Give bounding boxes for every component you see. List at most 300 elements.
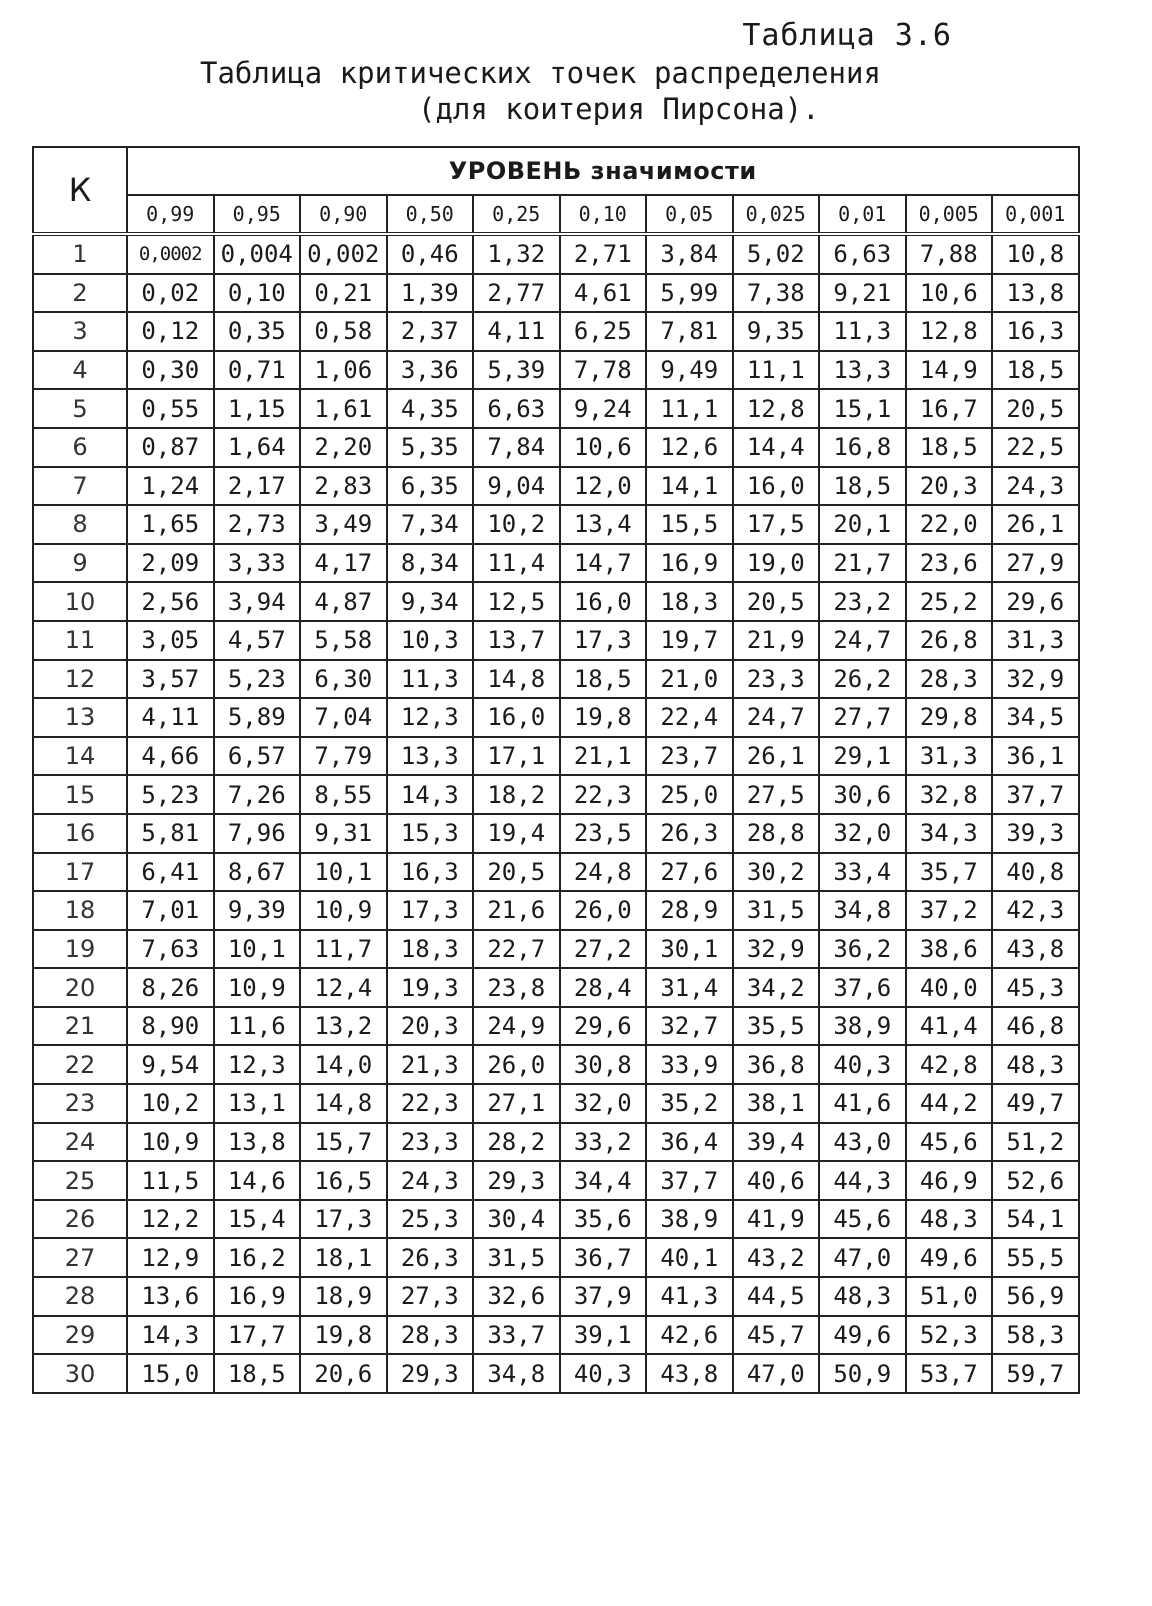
table-row xyxy=(33,1045,1079,1084)
value-cell: 5,81 xyxy=(127,814,214,853)
value-cell: 1,65 xyxy=(127,505,214,544)
value-cell: 36,2 xyxy=(819,930,906,969)
table-row xyxy=(33,1238,1079,1277)
level-header: 0,025 xyxy=(733,195,820,234)
critical-points-table xyxy=(32,146,1080,1394)
value-cell: 8,90 xyxy=(127,1007,214,1046)
value-cell: 9,24 xyxy=(560,389,647,428)
value-cell: 11,5 xyxy=(127,1161,214,1200)
value-cell: 7,79 xyxy=(300,737,387,776)
table-row xyxy=(33,505,1079,544)
value-cell: 24,3 xyxy=(992,467,1079,506)
value-cell: 45,6 xyxy=(819,1200,906,1239)
k-cell: 26 xyxy=(33,1200,127,1239)
value-cell: 28,3 xyxy=(906,660,993,699)
value-cell: 11,1 xyxy=(733,351,820,390)
value-cell: 45,7 xyxy=(733,1316,820,1355)
value-cell: 31,3 xyxy=(992,621,1079,660)
value-cell: 2,83 xyxy=(300,467,387,506)
value-cell: 13,2 xyxy=(300,1007,387,1046)
value-cell: 2,20 xyxy=(300,428,387,467)
value-cell: 14,7 xyxy=(560,544,647,583)
value-cell: 14,3 xyxy=(127,1316,214,1355)
value-cell: 48,3 xyxy=(906,1200,993,1239)
table-subtitle: (для коитерия Пирсона). xyxy=(418,92,820,126)
value-cell: 12,3 xyxy=(387,698,474,737)
value-cell: 0,30 xyxy=(127,351,214,390)
value-cell: 36,4 xyxy=(646,1123,733,1162)
value-cell: 40,3 xyxy=(819,1045,906,1084)
value-cell: 2,77 xyxy=(473,274,560,313)
table-row xyxy=(33,1316,1079,1355)
value-cell: 10,1 xyxy=(214,930,301,969)
value-cell: 46,8 xyxy=(992,1007,1079,1046)
value-cell: 0,0002 xyxy=(127,234,214,274)
level-header: 0,01 xyxy=(819,195,906,234)
table-row xyxy=(33,351,1079,390)
level-header: 0,005 xyxy=(906,195,993,234)
k-cell: 24 xyxy=(33,1123,127,1162)
value-cell: 19,3 xyxy=(387,968,474,1007)
value-cell: 16,0 xyxy=(733,467,820,506)
value-cell: 15,0 xyxy=(127,1354,214,1393)
value-cell: 3,36 xyxy=(387,351,474,390)
level-header: 0,99 xyxy=(127,195,214,234)
value-cell: 42,3 xyxy=(992,891,1079,930)
k-cell: 5 xyxy=(33,389,127,428)
value-cell: 18,3 xyxy=(646,582,733,621)
value-cell: 14,9 xyxy=(906,351,993,390)
value-cell: 1,15 xyxy=(214,389,301,428)
value-cell: 5,89 xyxy=(214,698,301,737)
value-cell: 14,0 xyxy=(300,1045,387,1084)
value-cell: 53,7 xyxy=(906,1354,993,1393)
table-row xyxy=(33,1161,1079,1200)
value-cell: 13,1 xyxy=(214,1084,301,1123)
table-row xyxy=(33,737,1079,776)
value-cell: 8,67 xyxy=(214,853,301,892)
value-cell: 52,3 xyxy=(906,1316,993,1355)
k-cell: 15 xyxy=(33,775,127,814)
value-cell: 37,9 xyxy=(560,1277,647,1316)
value-cell: 3,33 xyxy=(214,544,301,583)
value-cell: 44,5 xyxy=(733,1277,820,1316)
value-cell: 29,3 xyxy=(473,1161,560,1200)
value-cell: 4,11 xyxy=(127,698,214,737)
level-header: 0,90 xyxy=(300,195,387,234)
value-cell: 49,6 xyxy=(906,1238,993,1277)
value-cell: 10,9 xyxy=(127,1123,214,1162)
value-cell: 23,2 xyxy=(819,582,906,621)
value-cell: 34,2 xyxy=(733,968,820,1007)
value-cell: 9,39 xyxy=(214,891,301,930)
value-cell: 18,5 xyxy=(819,467,906,506)
value-cell: 39,1 xyxy=(560,1316,647,1355)
level-header: 0,95 xyxy=(214,195,301,234)
value-cell: 12,9 xyxy=(127,1238,214,1277)
value-cell: 21,0 xyxy=(646,660,733,699)
value-cell: 5,35 xyxy=(387,428,474,467)
value-cell: 38,9 xyxy=(646,1200,733,1239)
value-cell: 14,8 xyxy=(300,1084,387,1123)
value-cell: 32,0 xyxy=(560,1084,647,1123)
value-cell: 0,55 xyxy=(127,389,214,428)
value-cell: 42,6 xyxy=(646,1316,733,1355)
value-cell: 29,3 xyxy=(387,1354,474,1393)
value-cell: 18,5 xyxy=(992,351,1079,390)
table-row xyxy=(33,775,1079,814)
value-cell: 7,01 xyxy=(127,891,214,930)
table-row xyxy=(33,814,1079,853)
value-cell: 33,2 xyxy=(560,1123,647,1162)
value-cell: 11,3 xyxy=(819,312,906,351)
value-cell: 7,81 xyxy=(646,312,733,351)
value-cell: 0,10 xyxy=(214,274,301,313)
value-cell: 54,1 xyxy=(992,1200,1079,1239)
value-cell: 16,7 xyxy=(906,389,993,428)
value-cell: 44,2 xyxy=(906,1084,993,1123)
value-cell: 5,02 xyxy=(733,234,820,274)
value-cell: 37,2 xyxy=(906,891,993,930)
k-cell: 4 xyxy=(33,351,127,390)
value-cell: 12,3 xyxy=(214,1045,301,1084)
value-cell: 38,1 xyxy=(733,1084,820,1123)
value-cell: 6,41 xyxy=(127,853,214,892)
k-cell: 23 xyxy=(33,1084,127,1123)
value-cell: 12,4 xyxy=(300,968,387,1007)
value-cell: 9,54 xyxy=(127,1045,214,1084)
table-row xyxy=(33,660,1079,699)
value-cell: 17,7 xyxy=(214,1316,301,1355)
value-cell: 51,2 xyxy=(992,1123,1079,1162)
value-cell: 12,2 xyxy=(127,1200,214,1239)
significance-level-header: УРОВЕНЬ значимости xyxy=(127,147,1079,195)
value-cell: 17,1 xyxy=(473,737,560,776)
value-cell: 34,8 xyxy=(473,1354,560,1393)
value-cell: 34,3 xyxy=(906,814,993,853)
value-cell: 5,58 xyxy=(300,621,387,660)
value-cell: 17,3 xyxy=(560,621,647,660)
value-cell: 37,6 xyxy=(819,968,906,1007)
value-cell: 5,39 xyxy=(473,351,560,390)
table-row xyxy=(33,467,1079,506)
k-cell: 10 xyxy=(33,582,127,621)
value-cell: 14,6 xyxy=(214,1161,301,1200)
level-header: 0,001 xyxy=(992,195,1079,234)
value-cell: 14,1 xyxy=(646,467,733,506)
value-cell: 15,4 xyxy=(214,1200,301,1239)
value-cell: 27,2 xyxy=(560,930,647,969)
value-cell: 26,1 xyxy=(992,505,1079,544)
levels-row xyxy=(33,195,1079,234)
table-row xyxy=(33,968,1079,1007)
value-cell: 23,5 xyxy=(560,814,647,853)
value-cell: 10,9 xyxy=(214,968,301,1007)
value-cell: 26,2 xyxy=(819,660,906,699)
k-cell: 1 xyxy=(33,234,127,274)
value-cell: 16,5 xyxy=(300,1161,387,1200)
value-cell: 46,9 xyxy=(906,1161,993,1200)
value-cell: 6,25 xyxy=(560,312,647,351)
value-cell: 13,8 xyxy=(992,274,1079,313)
value-cell: 39,3 xyxy=(992,814,1079,853)
value-cell: 43,8 xyxy=(992,930,1079,969)
value-cell: 55,5 xyxy=(992,1238,1079,1277)
table-body xyxy=(33,234,1079,1393)
value-cell: 4,35 xyxy=(387,389,474,428)
value-cell: 16,3 xyxy=(387,853,474,892)
value-cell: 27,3 xyxy=(387,1277,474,1316)
value-cell: 20,1 xyxy=(819,505,906,544)
value-cell: 39,4 xyxy=(733,1123,820,1162)
table-row xyxy=(33,1200,1079,1239)
value-cell: 22,3 xyxy=(387,1084,474,1123)
value-cell: 26,8 xyxy=(906,621,993,660)
value-cell: 3,57 xyxy=(127,660,214,699)
value-cell: 35,5 xyxy=(733,1007,820,1046)
value-cell: 47,0 xyxy=(819,1238,906,1277)
value-cell: 35,2 xyxy=(646,1084,733,1123)
value-cell: 20,6 xyxy=(300,1354,387,1393)
critical-points-table-wrap xyxy=(32,146,1080,1394)
table-row xyxy=(33,1007,1079,1046)
value-cell: 4,57 xyxy=(214,621,301,660)
value-cell: 32,6 xyxy=(473,1277,560,1316)
k-cell: 6 xyxy=(33,428,127,467)
value-cell: 22,5 xyxy=(992,428,1079,467)
value-cell: 3,84 xyxy=(646,234,733,274)
value-cell: 18,5 xyxy=(560,660,647,699)
value-cell: 0,21 xyxy=(300,274,387,313)
value-cell: 1,61 xyxy=(300,389,387,428)
value-cell: 19,8 xyxy=(300,1316,387,1355)
value-cell: 9,04 xyxy=(473,467,560,506)
value-cell: 29,6 xyxy=(992,582,1079,621)
value-cell: 20,5 xyxy=(992,389,1079,428)
value-cell: 32,9 xyxy=(733,930,820,969)
table-row xyxy=(33,389,1079,428)
value-cell: 31,4 xyxy=(646,968,733,1007)
k-cell: 19 xyxy=(33,930,127,969)
value-cell: 47,0 xyxy=(733,1354,820,1393)
value-cell: 42,8 xyxy=(906,1045,993,1084)
value-cell: 4,61 xyxy=(560,274,647,313)
value-cell: 10,1 xyxy=(300,853,387,892)
k-cell: 16 xyxy=(33,814,127,853)
value-cell: 1,24 xyxy=(127,467,214,506)
value-cell: 27,1 xyxy=(473,1084,560,1123)
table-row xyxy=(33,544,1079,583)
value-cell: 9,21 xyxy=(819,274,906,313)
value-cell: 16,0 xyxy=(473,698,560,737)
value-cell: 38,6 xyxy=(906,930,993,969)
value-cell: 22,0 xyxy=(906,505,993,544)
value-cell: 49,6 xyxy=(819,1316,906,1355)
value-cell: 7,88 xyxy=(906,234,993,274)
value-cell: 29,8 xyxy=(906,698,993,737)
value-cell: 19,0 xyxy=(733,544,820,583)
value-cell: 32,0 xyxy=(819,814,906,853)
value-cell: 15,7 xyxy=(300,1123,387,1162)
value-cell: 20,5 xyxy=(473,853,560,892)
value-cell: 30,8 xyxy=(560,1045,647,1084)
value-cell: 35,6 xyxy=(560,1200,647,1239)
value-cell: 31,5 xyxy=(473,1238,560,1277)
value-cell: 22,7 xyxy=(473,930,560,969)
value-cell: 44,3 xyxy=(819,1161,906,1200)
value-cell: 12,8 xyxy=(733,389,820,428)
value-cell: 24,3 xyxy=(387,1161,474,1200)
value-cell: 12,8 xyxy=(906,312,993,351)
level-header: 0,10 xyxy=(560,195,647,234)
value-cell: 0,87 xyxy=(127,428,214,467)
value-cell: 34,4 xyxy=(560,1161,647,1200)
table-row xyxy=(33,428,1079,467)
table-row xyxy=(33,312,1079,351)
value-cell: 20,3 xyxy=(387,1007,474,1046)
value-cell: 27,9 xyxy=(992,544,1079,583)
k-cell: 21 xyxy=(33,1007,127,1046)
value-cell: 31,3 xyxy=(906,737,993,776)
value-cell: 21,9 xyxy=(733,621,820,660)
value-cell: 4,87 xyxy=(300,582,387,621)
value-cell: 28,3 xyxy=(387,1316,474,1355)
value-cell: 14,8 xyxy=(473,660,560,699)
value-cell: 28,8 xyxy=(733,814,820,853)
value-cell: 41,9 xyxy=(733,1200,820,1239)
value-cell: 43,8 xyxy=(646,1354,733,1393)
value-cell: 24,7 xyxy=(733,698,820,737)
k-cell: 18 xyxy=(33,891,127,930)
value-cell: 29,1 xyxy=(819,737,906,776)
table-row xyxy=(33,621,1079,660)
value-cell: 19,7 xyxy=(646,621,733,660)
value-cell: 6,63 xyxy=(473,389,560,428)
value-cell: 35,7 xyxy=(906,853,993,892)
value-cell: 5,99 xyxy=(646,274,733,313)
table-title: Таблица критических точек распределения xyxy=(200,56,881,90)
value-cell: 15,3 xyxy=(387,814,474,853)
value-cell: 7,04 xyxy=(300,698,387,737)
value-cell: 9,34 xyxy=(387,582,474,621)
value-cell: 13,6 xyxy=(127,1277,214,1316)
value-cell: 4,11 xyxy=(473,312,560,351)
value-cell: 14,4 xyxy=(733,428,820,467)
value-cell: 23,6 xyxy=(906,544,993,583)
value-cell: 34,5 xyxy=(992,698,1079,737)
value-cell: 18,2 xyxy=(473,775,560,814)
value-cell: 7,38 xyxy=(733,274,820,313)
value-cell: 33,4 xyxy=(819,853,906,892)
value-cell: 24,9 xyxy=(473,1007,560,1046)
value-cell: 30,6 xyxy=(819,775,906,814)
value-cell: 11,4 xyxy=(473,544,560,583)
table-row xyxy=(33,1084,1079,1123)
value-cell: 2,73 xyxy=(214,505,301,544)
value-cell: 11,1 xyxy=(646,389,733,428)
value-cell: 1,06 xyxy=(300,351,387,390)
value-cell: 25,2 xyxy=(906,582,993,621)
value-cell: 0,58 xyxy=(300,312,387,351)
k-cell: 28 xyxy=(33,1277,127,1316)
value-cell: 7,78 xyxy=(560,351,647,390)
value-cell: 7,96 xyxy=(214,814,301,853)
value-cell: 16,9 xyxy=(214,1277,301,1316)
k-cell: 25 xyxy=(33,1161,127,1200)
value-cell: 26,3 xyxy=(646,814,733,853)
value-cell: 30,4 xyxy=(473,1200,560,1239)
value-cell: 18,3 xyxy=(387,930,474,969)
value-cell: 0,002 xyxy=(300,234,387,274)
value-cell: 13,4 xyxy=(560,505,647,544)
value-cell: 4,17 xyxy=(300,544,387,583)
value-cell: 59,7 xyxy=(992,1354,1079,1393)
value-cell: 7,63 xyxy=(127,930,214,969)
k-cell: 12 xyxy=(33,660,127,699)
value-cell: 0,71 xyxy=(214,351,301,390)
value-cell: 21,1 xyxy=(560,737,647,776)
value-cell: 41,6 xyxy=(819,1084,906,1123)
value-cell: 48,3 xyxy=(992,1045,1079,1084)
value-cell: 28,4 xyxy=(560,968,647,1007)
value-cell: 11,6 xyxy=(214,1007,301,1046)
value-cell: 20,3 xyxy=(906,467,993,506)
value-cell: 27,6 xyxy=(646,853,733,892)
value-cell: 0,004 xyxy=(214,234,301,274)
value-cell: 9,31 xyxy=(300,814,387,853)
value-cell: 13,8 xyxy=(214,1123,301,1162)
value-cell: 29,6 xyxy=(560,1007,647,1046)
value-cell: 21,3 xyxy=(387,1045,474,1084)
value-cell: 9,35 xyxy=(733,312,820,351)
value-cell: 16,8 xyxy=(819,428,906,467)
value-cell: 24,7 xyxy=(819,621,906,660)
table-row xyxy=(33,853,1079,892)
table-row xyxy=(33,930,1079,969)
value-cell: 16,0 xyxy=(560,582,647,621)
value-cell: 51,0 xyxy=(906,1277,993,1316)
k-cell: 30 xyxy=(33,1354,127,1393)
value-cell: 18,9 xyxy=(300,1277,387,1316)
value-cell: 2,71 xyxy=(560,234,647,274)
value-cell: 17,5 xyxy=(733,505,820,544)
value-cell: 28,2 xyxy=(473,1123,560,1162)
value-cell: 6,30 xyxy=(300,660,387,699)
value-cell: 37,7 xyxy=(646,1161,733,1200)
value-cell: 10,3 xyxy=(387,621,474,660)
k-cell: 17 xyxy=(33,853,127,892)
value-cell: 7,84 xyxy=(473,428,560,467)
k-column-header: К xyxy=(33,147,127,234)
value-cell: 52,6 xyxy=(992,1161,1079,1200)
value-cell: 5,23 xyxy=(214,660,301,699)
value-cell: 30,2 xyxy=(733,853,820,892)
k-cell: 9 xyxy=(33,544,127,583)
value-cell: 31,5 xyxy=(733,891,820,930)
value-cell: 12,0 xyxy=(560,467,647,506)
value-cell: 50,9 xyxy=(819,1354,906,1393)
value-cell: 56,9 xyxy=(992,1277,1079,1316)
value-cell: 8,26 xyxy=(127,968,214,1007)
value-cell: 2,09 xyxy=(127,544,214,583)
value-cell: 2,17 xyxy=(214,467,301,506)
value-cell: 40,3 xyxy=(560,1354,647,1393)
k-cell: 20 xyxy=(33,968,127,1007)
value-cell: 23,7 xyxy=(646,737,733,776)
value-cell: 40,8 xyxy=(992,853,1079,892)
k-cell: 2 xyxy=(33,274,127,313)
k-cell: 11 xyxy=(33,621,127,660)
